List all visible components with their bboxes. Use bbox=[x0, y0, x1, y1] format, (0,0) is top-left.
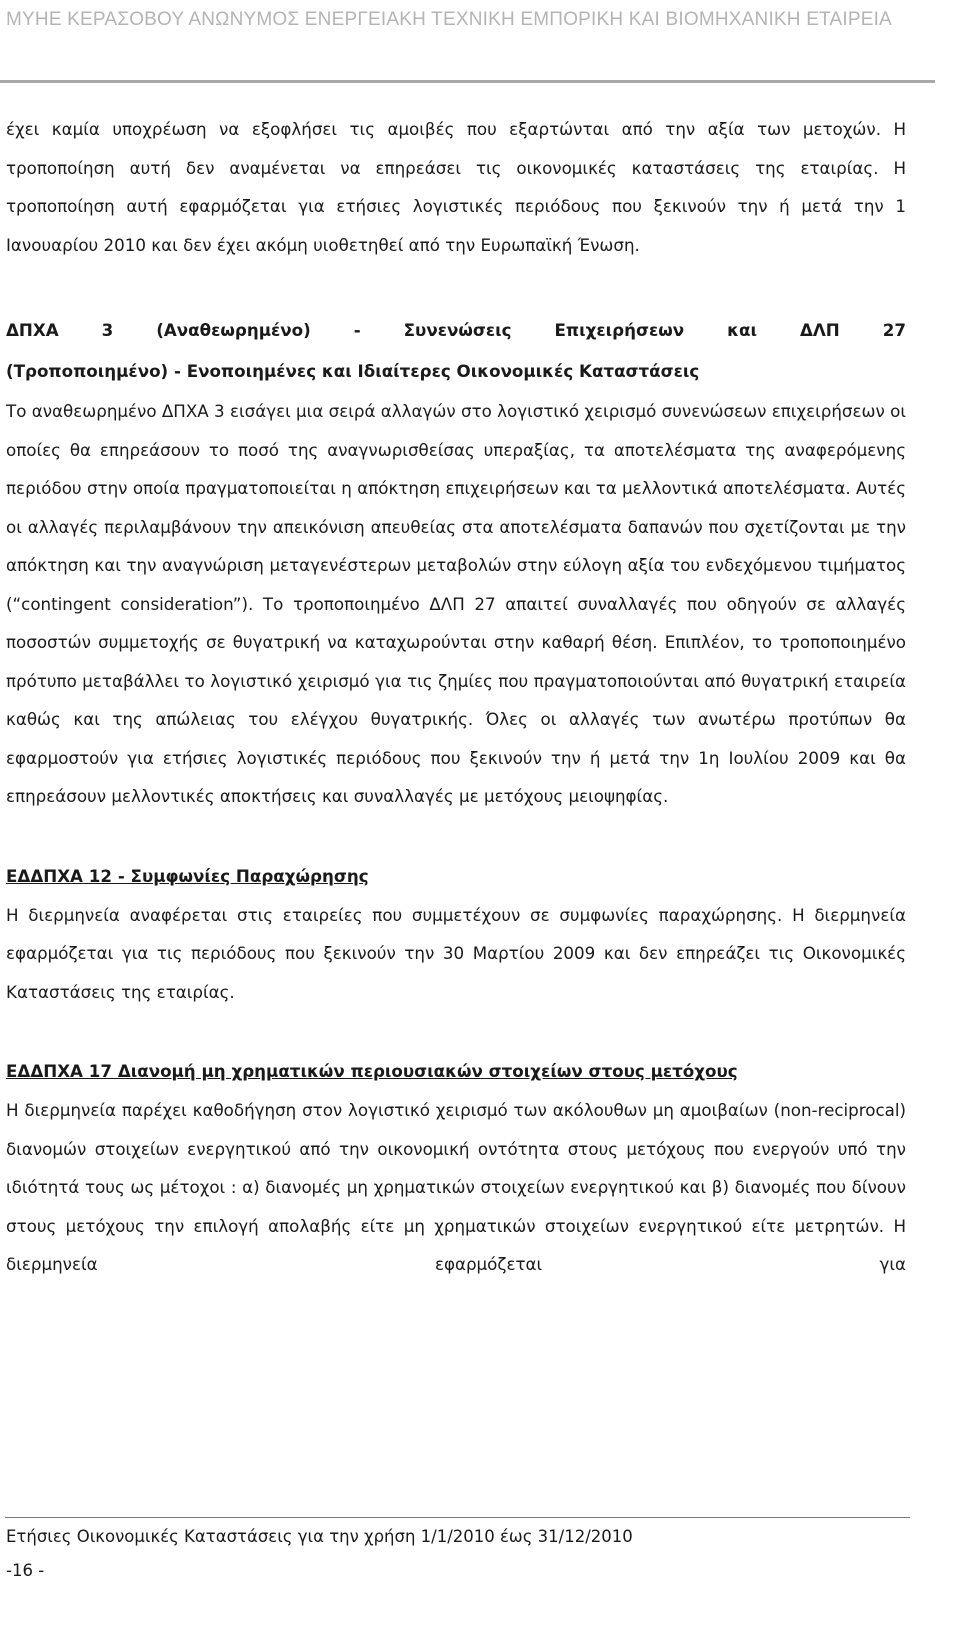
footer-divider bbox=[5, 1517, 910, 1518]
section-body-ifrs3: Το αναθεωρημένο ΔΠΧΑ 3 εισάγει μια σειρά αλλαγών στο λογιστικό χειρισμό συνενώσεων επιχειρήσεων οι οποίες θα επηρεάσουν το ποσό της αναγνωρισθείσας υπεραξίας, τα αποτελέσματα της αναφερόμενης περιόδου στην οποία πραγματοποιείται η απόκτηση επιχειρήσεων και τα μελλοντικά αποτελέσματα. Αυτές οι αλλαγές περιλαμβάνουν την απεικόνιση απευθείας στα αποτελέσματα δαπανών που σχετίζονται με την απόκτηση και την αναγνώριση μεταγενέστερων μεταβολών στην εύλογη αξία του ενδεχόμενου τιμήματος (“contingent consideration”). Το τροποποιημένο ΔΛΠ 27 απαιτεί συναλλαγές που οδηγούν σε αλλαγές ποσοστών συμμετοχής σε θυγατρική να καταχωρούνται στην καθαρή θέση. Επιπλέον, το τροποποιημένο πρότυπο μεταβάλλει το λογιστικό χειρισμό για τις ζημίες που πραγματοποιούνται από θυγατρική εταιρεία καθώς και της απώλειας του ελέγχου θυγατρικής. Όλες οι αλλαγές των ανωτέρω προτύπων θα εφαρμοστούν για ετήσιες λογιστικές περιόδους που ξεκινούν την ή μετά την 1η Ιουλίου 2009 και θα επηρεάσουν μελλοντικές αποκτήσεις και συναλλαγές με μετόχους μειοψηφίας. bbox=[6, 401, 906, 806]
page-number: -16 - bbox=[6, 1561, 45, 1580]
section-body-ifric17: Η διερμηνεία παρέχει καθοδήγηση στον λογιστικό χειρισμό των ακόλουθων μη αμοιβαίων (non-reciprocal) διανομών στοιχείων ενεργητικού από την οικονομική οντότητα στους μετόχους που ενεργούν υπό την ιδιότητά τους ως μέτοχοι : α) διανομές μη χρηματικών στοιχείων ενεργητικού και β) διανομές που δίνουν στους μετόχους την επιλογή απολαβής είτε μη χρηματικών στοιχείων ενεργητικού είτε μετρητών. Η διερμηνεία εφαρμόζεται για bbox=[6, 1100, 906, 1274]
page-header bbox=[0, 0, 935, 83]
page-footer bbox=[0, 1515, 960, 1648]
footer-text: Ετήσιες Οικονομικές Καταστάσεις για την χρήση 1/1/2010 έως 31/12/2010 bbox=[6, 1527, 633, 1546]
document-body bbox=[6, 110, 906, 1284]
section-heading-ifric17: ΕΔΔΠΧΑ 17 Διανομή μη χρηματικών περιουσιακών στοιχείων στους μετόχους bbox=[6, 1061, 738, 1081]
intro-paragraph: έχει καμία υποχρέωση να εξοφλήσει τις αμοιβές που εξαρτώνται από την αξία των μετοχών. Η τροποποίηση αυτή δεν αναμένεται να επηρεάσει τις οικονομικές καταστάσεις της εταιρίας. Η τροποποίηση αυτή εφαρμόζεται για ετήσιες λογιστικές περιόδους που ξεκινούν την ή μετά την 1 Ιανουαρίου 2010 και δεν έχει ακόμη υιοθετηθεί από την Ευρωπαϊκή Ένωση. bbox=[6, 119, 906, 255]
section-body-ifric12: Η διερμηνεία αναφέρεται στις εταιρείες που συμμετέχουν σε συμφωνίες παραχώρησης. Η διερμηνεία εφαρμόζεται για τις περιόδους που ξεκινούν την 30 Μαρτίου 2009 και δεν επηρεάζει τις Οικονομικές Καταστάσεις της εταιρίας. bbox=[6, 904, 906, 1002]
company-title: ΜΥΗΕ ΚΕΡΑΣΟΒΟΥ ΑΝΩΝΥΜΟΣ ΕΝΕΡΓΕΙΑΚΗ ΤΕΧΝΙΚΗ ΕΜΠΟΡΙΚΗ ΚΑΙ ΒΙΟΜΗΧΑΝΙΚΗ ΕΤΑΙΡΕΙΑ bbox=[6, 9, 892, 30]
section-heading-ifrs3-line2: (Τροποποιημένο) - Ενοποιημένες και Ιδιαίτερες Οικονομικές Καταστάσεις bbox=[6, 361, 700, 381]
section-heading-ifrs3 bbox=[6, 310, 906, 392]
section-heading-ifrs3-line1: ΔΠΧΑ 3 (Αναθεωρημένο) - Συνενώσεις Επιχειρήσεων και ΔΛΠ 27 bbox=[6, 320, 906, 340]
section-heading-ifric12: ΕΔΔΠΧΑ 12 - Συμφωνίες Παραχώρησης bbox=[6, 865, 369, 886]
